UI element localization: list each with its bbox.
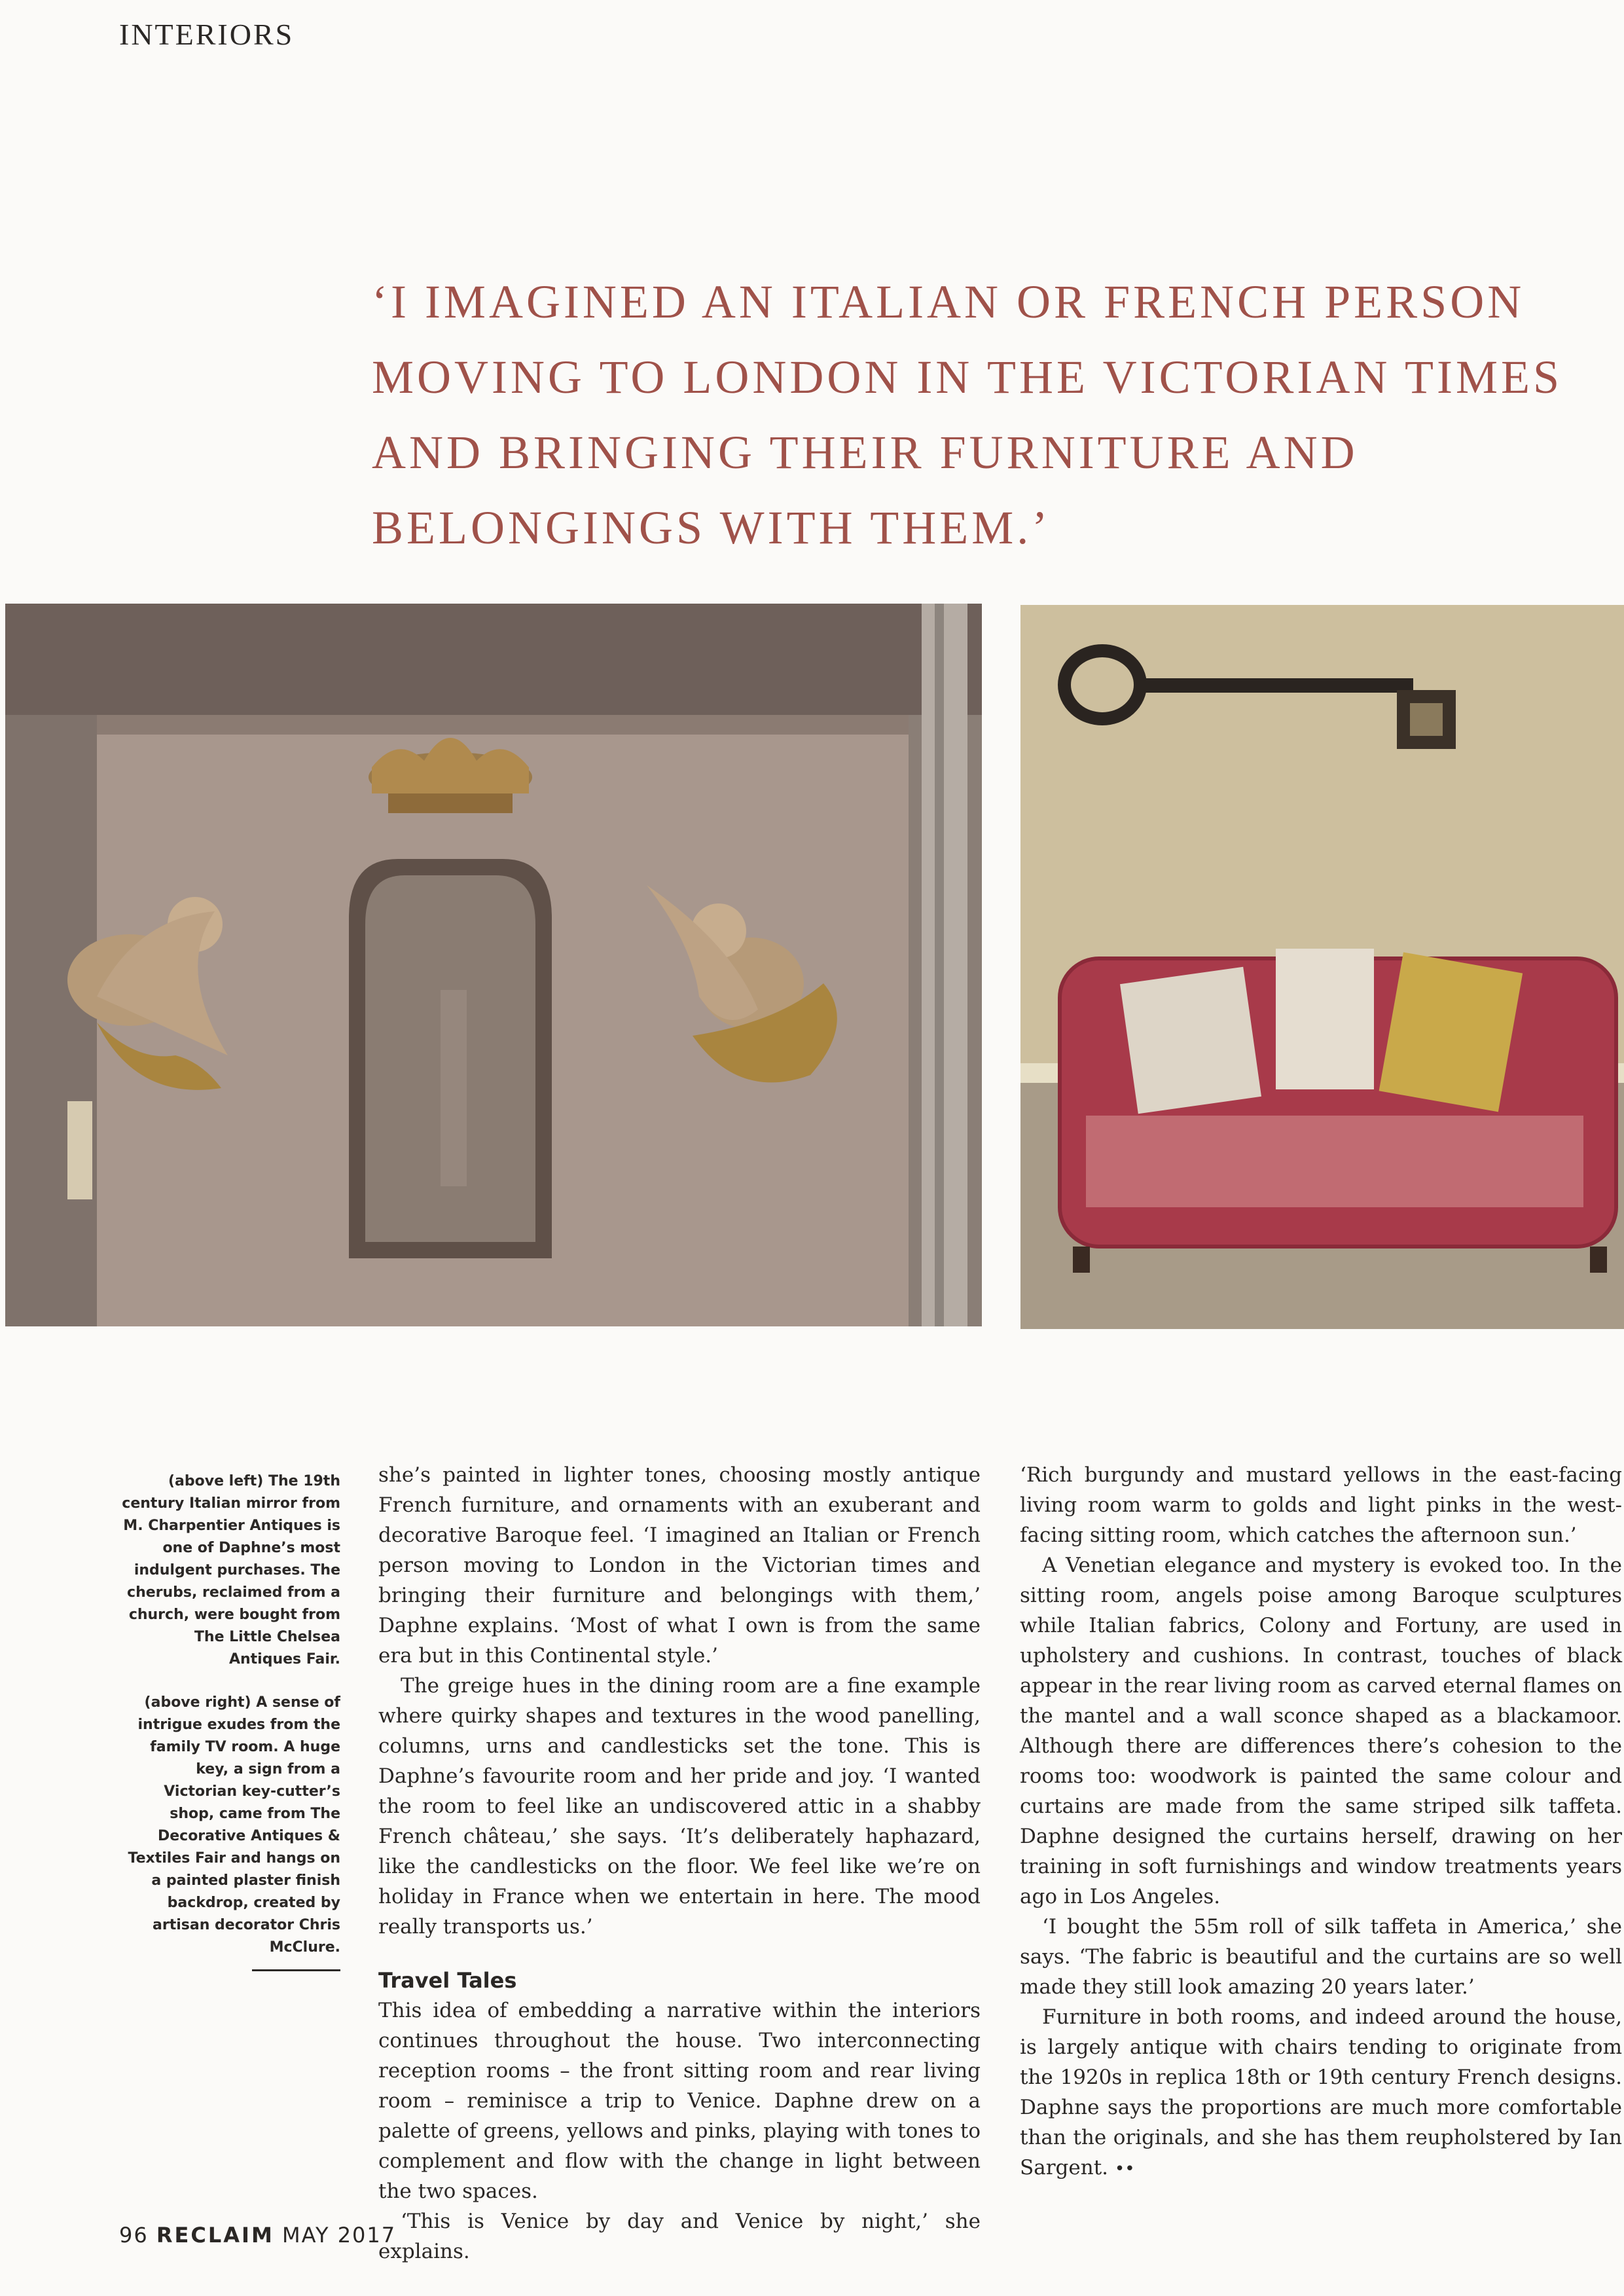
page-number: 96 <box>119 2223 149 2248</box>
pull-quote: ‘I IMAGINED AN ITALIAN OR FRENCH PERSON MOVING TO LONDON IN THE VICTORIAN TIMES AND BRINGING THEIR FURNITURE AND BELONGINGS WITH THEM.’ <box>372 276 1563 554</box>
subheading: Travel Tales <box>378 1968 517 1993</box>
caption-above-left: (above left) The 19th century Italian mirror from M. Charpentier Antiques is one of Daphne’s most indulgent purchases. The cherubs, reclaimed from a church, were bought from The Little Chelsea Antiques Fair. <box>122 1473 340 1667</box>
mirror-cherubs-photo <box>5 604 982 1326</box>
photo-captions <box>118 1470 340 1971</box>
paragraph: A Venetian elegance and mystery is evoked too. In the sitting room, angels poise among Baroque sculptures while Italian fabrics, Colony and Fortuny, are used in upholstery and cushions. In contrast, touches of black appear in the rear living room as carved eternal flames on the mantel and a wall sconce shaped as a blackamoor. Although there are differences there’s cohesion to the rooms too: woodwork is painted the same colour and curtains are made from the same striped silk taffeta. Daphne designed the curtains herself, drawing on her training in soft furnishings and window treatments years ago in Los Angeles. <box>1020 1554 1622 1908</box>
article-column-right <box>1020 1460 1622 2184</box>
magazine-name: RECLAIM <box>156 2223 274 2248</box>
issue-date: MAY 2017 <box>281 2223 397 2248</box>
paragraph: ‘Rich burgundy and mustard yellows in the east-facing living room warm to golds and light pinks in the west-facing sitting room, which catches the afternoon sun.’ <box>1020 1463 1622 1547</box>
article-column-middle <box>378 1460 981 2267</box>
paragraph: The greige hues in the dining room are a fine example where quirky shapes and textures in the wood panelling, columns, urns and candlesticks set the tone. This is Daphne’s favourite room and her pride and joy. ‘I wanted the room to feel like an undiscovered attic in a shabby French château,’ she says. ‘It’s deliberately haphazard, like the candlesticks on the floor. We feel like we’re on holiday in France when we entertain in here. The mood really transports us.’ <box>378 1674 981 1939</box>
paragraph: ‘I bought the 55m roll of silk taffeta in America,’ she says. ‘The fabric is beautiful and the curtains are so well made they still look amazing 20 years later.’ <box>1020 1915 1622 1999</box>
page-footer <box>119 2223 396 2248</box>
caption-above-right: (above right) A sense of intrigue exudes from the family TV room. A huge key, a sign from a Victorian key-cutter’s shop, came from The Decorative Antiques & Textiles Fair and hangs on a painted plaster finish backdrop, created by artisan decorator Chris McClure. <box>128 1694 340 1956</box>
paragraph: she’s painted in lighter tones, choosing mostly antique French furniture, and ornaments with an exuberant and decorative Baroque feel. ‘I imagined an Italian or French person moving to London in the Victorian times and bringing their furniture and belongings with them,’ Daphne explains. ‘Most of what I own is from the same era but in this Continental style.’ <box>378 1463 981 1667</box>
continued-icon: •• <box>1114 2159 1135 2179</box>
paragraph: This idea of embedding a narrative within the interiors continues throughout the house. Two interconnecting reception rooms – the front sitting room and rear living room – reminisce a trip to Venice. Daphne drew on a palette of greens, yellows and pinks, playing with tones to complement and flow with the change in light between the two spaces. <box>378 1999 981 2203</box>
section-label: INTERIORS <box>119 18 295 51</box>
paragraph-text: Furniture in both rooms, and indeed around the house, is largely antique with chairs tending to originate from the 1920s in replica 18th or 19th century French designs. Daphne says the proportions are much more comfortable than the originals, and she has them reupholstered by Ian Sargent. <box>1020 2005 1622 2179</box>
sofa-key-photo <box>1020 605 1624 1329</box>
caption-divider <box>252 1969 340 1971</box>
paragraph <box>1020 2002 1622 2184</box>
paragraph: ‘This is Venice by day and Venice by night,’ she explains. <box>378 2210 981 2263</box>
